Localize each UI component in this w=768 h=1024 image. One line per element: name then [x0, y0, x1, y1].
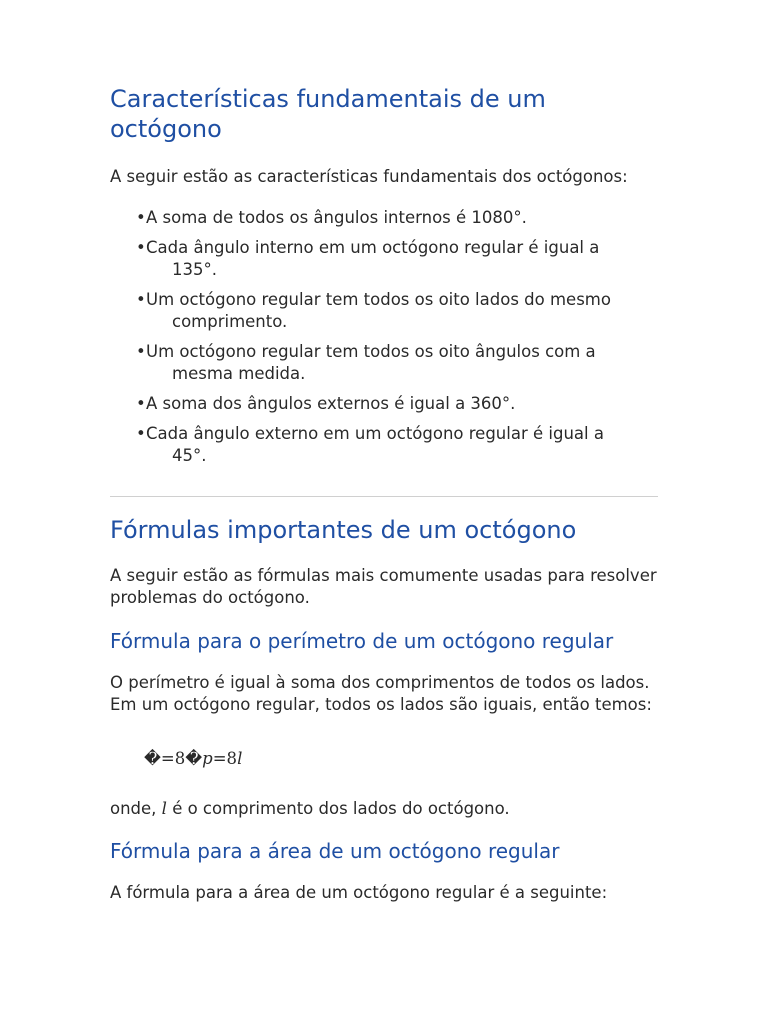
formula-var-l: l — [237, 749, 243, 768]
formula-eq: =8 — [212, 749, 238, 768]
list-item: • Cada ângulo externo em um octógono regular é igual a 45°. — [110, 423, 658, 467]
note-variable: l — [161, 799, 167, 818]
section-divider — [110, 496, 658, 497]
section-title-characteristics: Características fundamentais de um octógono — [110, 85, 546, 143]
list-item: • A soma de todos os ângulos internos é 1080°. — [110, 207, 658, 229]
formula-var-p: p — [202, 749, 213, 768]
article-content — [110, 84, 658, 904]
list-item: • Um octógono regular tem todos os oito lados do mesmo comprimento. — [110, 289, 658, 333]
characteristics-list — [110, 207, 658, 467]
perimeter-heading: Fórmula para o perímetro de um octógono regular — [110, 629, 614, 653]
perimeter-formula — [110, 748, 658, 770]
section-title-formulas: Fórmulas importantes de um octógono — [110, 516, 577, 544]
area-text: A fórmula para a área de um octógono regular é a seguinte: — [110, 883, 608, 902]
area-heading: Fórmula para a área de um octógono regular — [110, 839, 560, 863]
characteristics-intro: A seguir estão as características fundamentais dos octógonos: — [110, 167, 628, 186]
list-item: • Um octógono regular tem todos os oito ângulos com a mesma medida. — [110, 341, 658, 385]
note-prefix: onde, — [110, 799, 162, 818]
perimeter-text: O perímetro é igual à soma dos comprimentos de todos os lados. Em um octógono regular, todos os lados são iguais, então temos: — [110, 673, 652, 714]
note-suffix: é o comprimento dos lados do octógono. — [166, 799, 510, 818]
list-item: • Cada ângulo interno em um octógono regular é igual a 135°. — [110, 237, 658, 281]
list-item: • A soma dos ângulos externos é igual a 360°. — [110, 393, 658, 415]
perimeter-note — [110, 798, 658, 820]
formula-broken-glyphs: �=8� — [144, 749, 203, 768]
formulas-intro: A seguir estão as fórmulas mais comumente usadas para resolver problemas do octógono. — [110, 566, 657, 607]
